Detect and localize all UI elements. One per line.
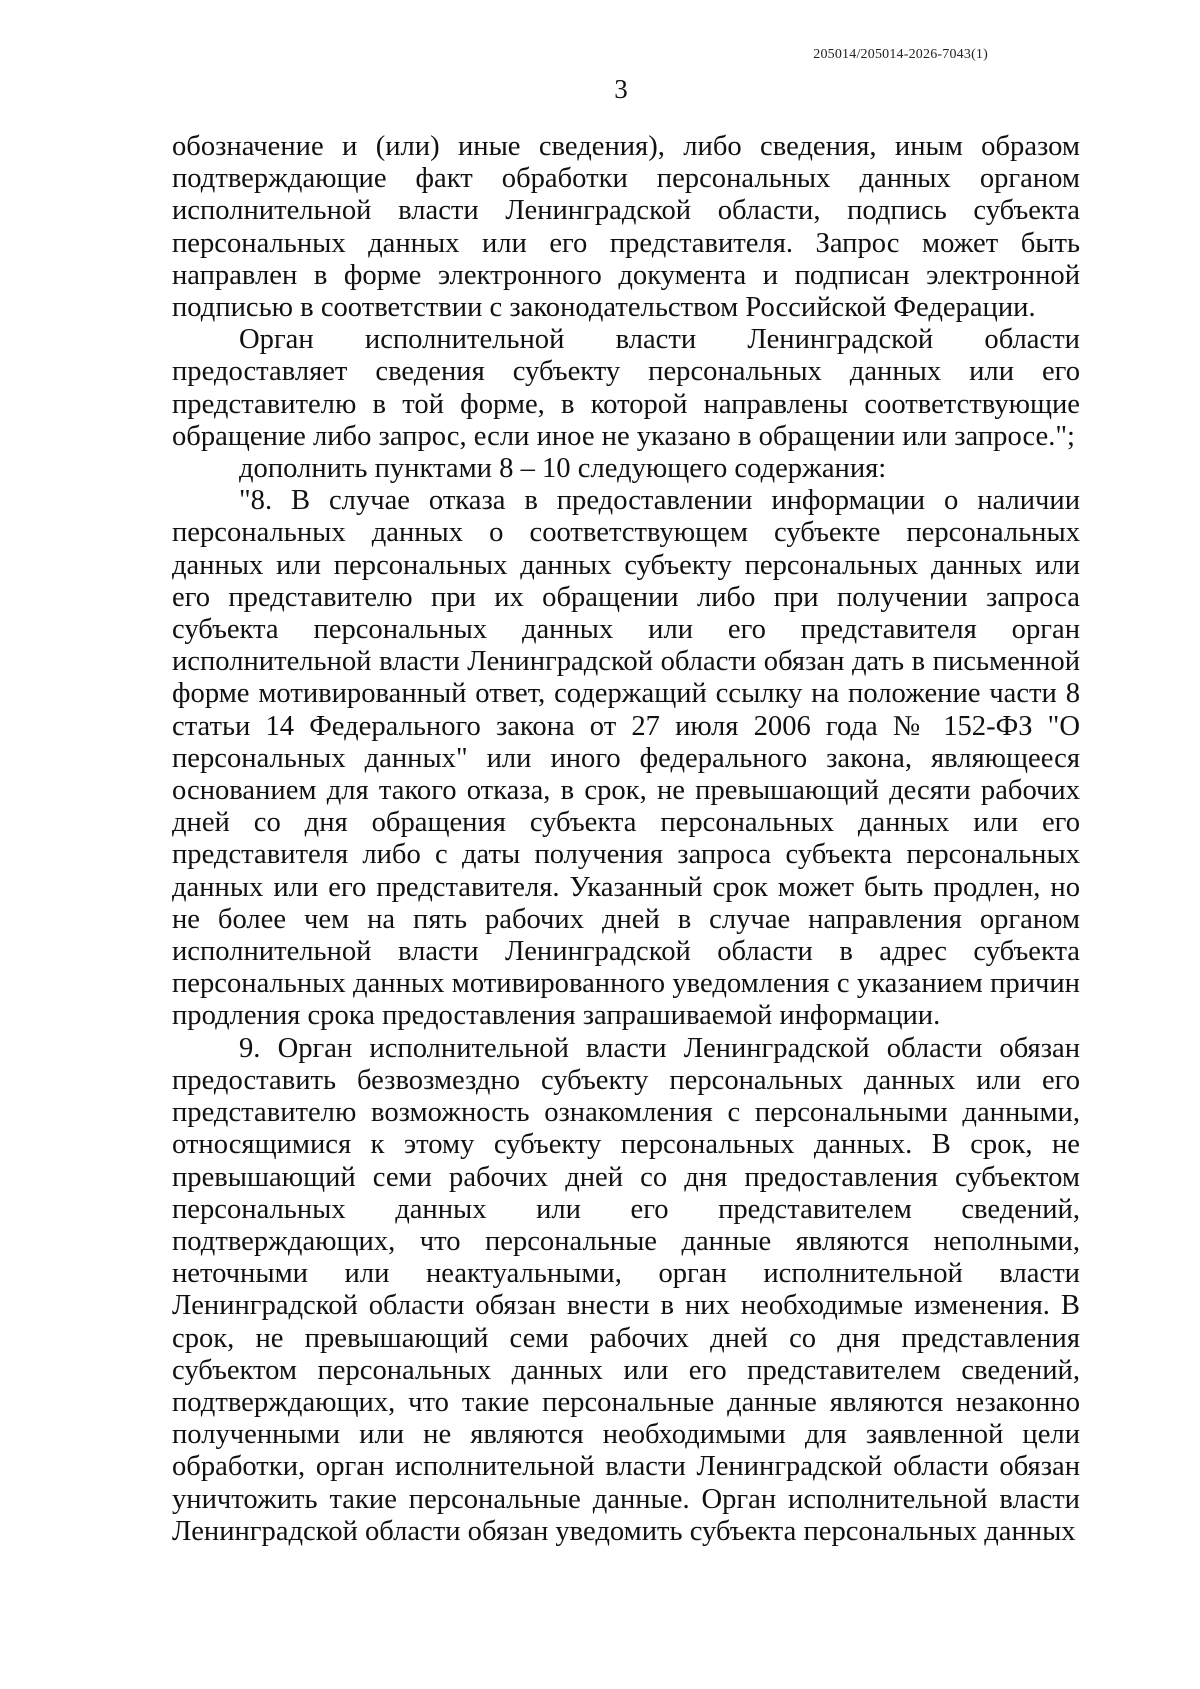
paragraph-information-form: Орган исполнительной власти Ленинградской области предоставляет сведения субъекту персональных данных или его представителю в той форме, в которой направлены соответствующие обращение либо запрос, если иное не указано в обращении или запросе."; [172,324,1080,452]
document-registration-number: 205014/205014-2026-7043(1) [813,47,988,62]
paragraph-item-8: "8. В случае отказа в предоставлении информации о наличии персональных данных о соответствующем субъекте персональных данных или персональных данных субъекту персональных данных или его представителю при их обращении либо при получении запроса субъекта персональных данных или его представителя орган исполнительной власти Ленинградской области обязан дать в письменной форме мотивированный ответ, содержащий ссылку на положение части 8 статьи 14 Федерального закона от 27 июля 2006 года № 152-ФЗ "О персональных данных" или иного федерального закона, являющееся основанием для такого отказа, в срок, не превышающий десяти рабочих дней со дня обращения субъекта персональных данных или его представителя либо с даты получения запроса субъекта персональных данных или его представителя. Указанный срок может быть продлен, но не более чем на пять рабочих дней в случае направления органом исполнительной власти Ленинградской области в адрес субъекта персональных данных мотивированного уведомления с указанием причин продления срока предоставления запрашиваемой информации. [172,485,1080,1032]
paragraph-item-9: 9. Орган исполнительной власти Ленинградской области обязан предоставить безвозмездно субъекту персональных данных или его представителю возможность ознакомления с персональными данными, относящимися к этому субъекту персональных данных. В срок, не превышающий семи рабочих дней со дня предоставления субъектом персональных данных или его представителем сведений, подтверждающих, что персональные данные являются неполными, неточными или неактуальными, орган исполнительной власти Ленинградской области обязан внести в них необходимые изменения. В срок, не превышающий семи рабочих дней со дня представления субъектом персональных данных или его представителем сведений, подтверждающих, что такие персональные данные являются незаконно полученными или не являются необходимыми для заявленной цели обработки, орган исполнительной власти Ленинградской области обязан уничтожить такие персональные данные. Орган исполнительной власти Ленинградской области обязан уведомить субъекта персональных данных [172,1032,1080,1547]
paragraph-request-details: обозначение и (или) иные сведения), либо сведения, иным образом подтверждающие факт обработки персональных данных органом исполнительной власти Ленинградской области, подпись субъекта персональных данных или его представителя. Запрос может быть направлен в форме электронного документа и подписан электронной подписью в соответствии с законодательством Российской Федерации. [172,131,1080,324]
paragraph-amendment-intro: дополнить пунктами 8 – 10 следующего содержания: [239,453,887,485]
page-number: 3 [614,74,628,104]
document-body [172,131,1080,1548]
